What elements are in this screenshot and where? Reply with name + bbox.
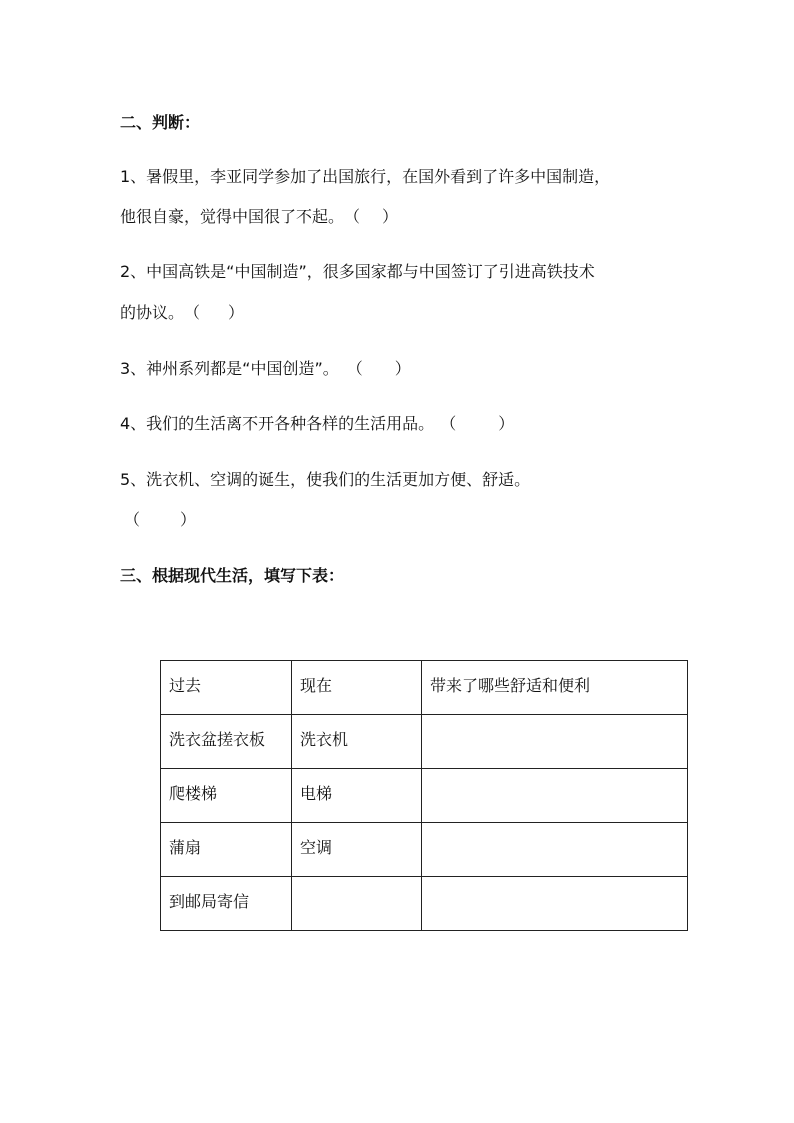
question-5-line-1: 5、洗衣机、空调的诞生，使我们的生活更加方便、舒适。 <box>120 470 531 489</box>
table-cell <box>292 823 422 877</box>
table-row <box>161 769 688 823</box>
cell-now: 电梯 <box>300 784 333 803</box>
answer-paren-close: ） <box>498 414 515 433</box>
cell-benefit <box>430 823 679 835</box>
table-row <box>161 877 688 931</box>
answer-cell[interactable] <box>422 877 688 931</box>
question-2-line-1: 2、中国高铁是“中国制造”，很多国家都与中国签订了引进高铁技术 <box>120 262 595 281</box>
question-1-line-1: 1、暑假里，李亚同学参加了出国旅行，在国外看到了许多中国制造， <box>120 167 611 186</box>
question-2-line-2: 的协议。 <box>120 303 185 322</box>
question-1-line-2: 他很自豪，觉得中国很了不起。 <box>120 207 345 226</box>
table-cell <box>161 877 292 931</box>
answer-paren-close: ） <box>228 303 245 322</box>
question-4-line-1: 4、我们的生活离不开各种各样的生活用品。 <box>120 414 435 433</box>
cell-past: 洗衣盆搓衣板 <box>169 730 266 749</box>
table-header-cell <box>422 661 688 715</box>
answer-paren-open: （ <box>344 207 361 226</box>
table-header-cell <box>161 661 292 715</box>
cell-benefit <box>430 769 679 781</box>
answer-paren-open: （ <box>184 303 201 322</box>
cell-benefit <box>430 715 679 727</box>
table-header-row <box>161 661 688 715</box>
cell-past: 蒲扇 <box>169 838 202 857</box>
table-row <box>161 715 688 769</box>
answer-paren-close: ） <box>382 207 399 226</box>
header-benefits: 带来了哪些舒适和便利 <box>430 676 591 695</box>
answer-paren-close: ） <box>394 359 411 378</box>
fill-in-table <box>160 660 688 931</box>
table-cell <box>292 769 422 823</box>
table-cell <box>161 715 292 769</box>
answer-cell[interactable] <box>422 715 688 769</box>
table-header-cell <box>292 661 422 715</box>
question-5-answer-row <box>124 507 196 530</box>
cell-past: 到邮局寄信 <box>169 892 250 911</box>
table-row <box>161 823 688 877</box>
section-3-title: 三、根据现代生活，填写下表： <box>120 566 345 585</box>
cell-now <box>300 877 413 889</box>
cell-benefit <box>430 877 679 889</box>
question-3-line-1: 3、神州系列都是“中国创造”。 <box>120 359 339 378</box>
cell-past: 爬楼梯 <box>169 784 218 803</box>
answer-paren-open: （ <box>440 414 457 433</box>
question-4-row <box>120 411 514 434</box>
header-now: 现在 <box>300 676 333 695</box>
question-3-row <box>120 356 411 379</box>
header-past: 过去 <box>169 676 202 695</box>
answer-cell[interactable] <box>292 877 422 931</box>
cell-now: 空调 <box>300 838 333 857</box>
answer-paren-close: ） <box>180 510 197 529</box>
answer-cell[interactable] <box>422 769 688 823</box>
table-cell <box>161 769 292 823</box>
section-2-title: 二、判断： <box>120 113 201 132</box>
question-2-line-2-row <box>120 300 244 323</box>
table-cell <box>161 823 292 877</box>
answer-cell[interactable] <box>422 823 688 877</box>
answer-paren-open: （ <box>346 359 363 378</box>
answer-paren-open: （ <box>124 510 141 529</box>
question-1-line-2-row <box>120 204 398 227</box>
cell-now: 洗衣机 <box>300 730 349 749</box>
table-cell <box>292 715 422 769</box>
